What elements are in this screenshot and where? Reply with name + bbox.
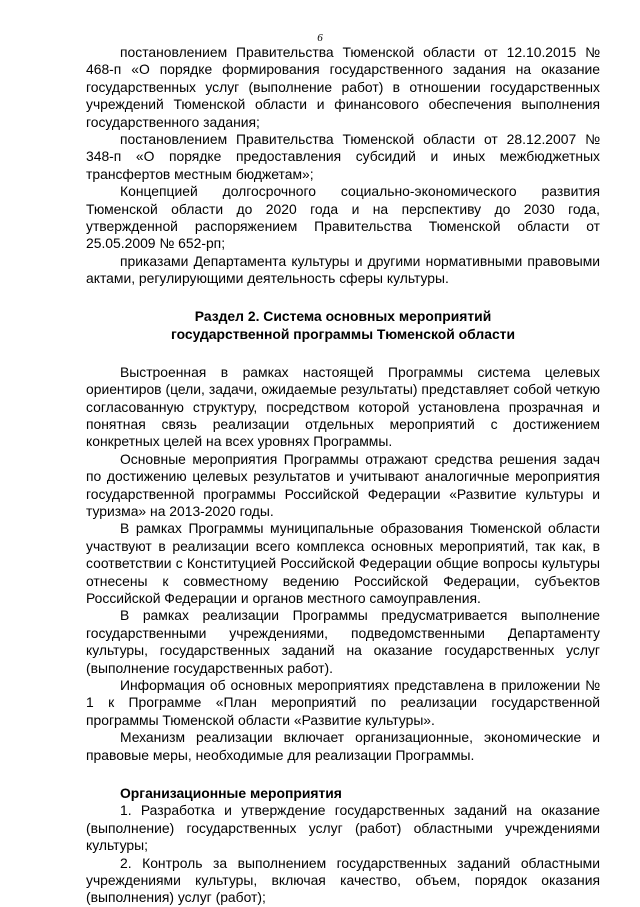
subheading: Организационные мероприятия [120, 785, 342, 802]
list-item: постановлением Правительства Тюменской области от 28.12.2007 № 348-п «О порядке предоставления субсидий и иных межбюджетных трансфертов местным бюджетам»; [86, 131, 600, 182]
section-heading-line-1: Раздел 2. Система основных мероприятий [194, 307, 492, 324]
list-item: 1. Разработка и утверждение государственных заданий на оказание (выполнение) государственных услуг (работ) областными учреждениями культуры; [86, 802, 600, 854]
list-item: Концепцией долгосрочного социально-экономического развития Тюменской области до 2020 года и на перспективу до 2030 года, утвержденной распоряжением Правительства Тюменской области от 25.05.2009 № 652-рп; [86, 183, 600, 252]
list-item: приказами Департамента культуры и другими нормативными правовыми актами, регулирующими деятельность сферы культуры. [86, 252, 600, 287]
document-body [86, 44, 600, 907]
section-heading [86, 307, 600, 344]
list-item: постановлением Правительства Тюменской области от 12.10.2015 № 468-п «О порядке формирования государственного задания на оказание государственных услуг (выполнение работ) в отношении государственных учреждений Тюменской области и финансового обеспечения выполнения государственного задания; [86, 44, 600, 130]
paragraph: Механизм реализации включает организационные, экономические и правовые меры, необходимые для реализации Программы. [86, 729, 600, 763]
paragraph: В рамках реализации Программы предусматривается выполнение государственными учреждениями, подведомственными Департаменту культуры, государственных заданий на оказание государственных услуг (выполнение государственных работ). [86, 607, 600, 676]
list-item: 2. Контроль за выполнением государственных заданий областными учреждениями культуры, включая качество, объем, порядок оказания (выполнения) услуг (работ); [86, 854, 600, 906]
paragraph: Основные мероприятия Программы отражают средства решения задач по достижению целевых результатов и учитывают аналогичные мероприятия государственной программы Российской Федерации «Развитие культуры и туризма» на 2013-2020 годы. [86, 450, 600, 519]
section-heading-line-2: государственной программы Тюменской области [170, 326, 516, 343]
paragraph: Информация об основных мероприятиях представлена в приложении № 1 к Программе «План мероприятий по реализации государственной программы Тюменской области «Развитие культуры». [86, 677, 600, 728]
paragraph: В рамках Программы муниципальные образования Тюменской области участвуют в реализации всего комплекса основных мероприятий, так как, в соответствии с Конституцией Российской Федерации общие вопросы культуры отнесены к совместному ведению Российской Федерации, субъектов Российской Федерации и органов местного самоуправления. [86, 520, 600, 606]
paragraph: Выстроенная в рамках настоящей Программы система целевых ориентиров (цели, задачи, ожидаемые результаты) представляет собой четкую согласованную структуру, посредством которой установлена прозрачная и понятная связь реализации отдельных мероприятий с достижением конкретных целей на всех уровнях Программы. [86, 363, 600, 450]
page-number: 6 [317, 32, 323, 44]
